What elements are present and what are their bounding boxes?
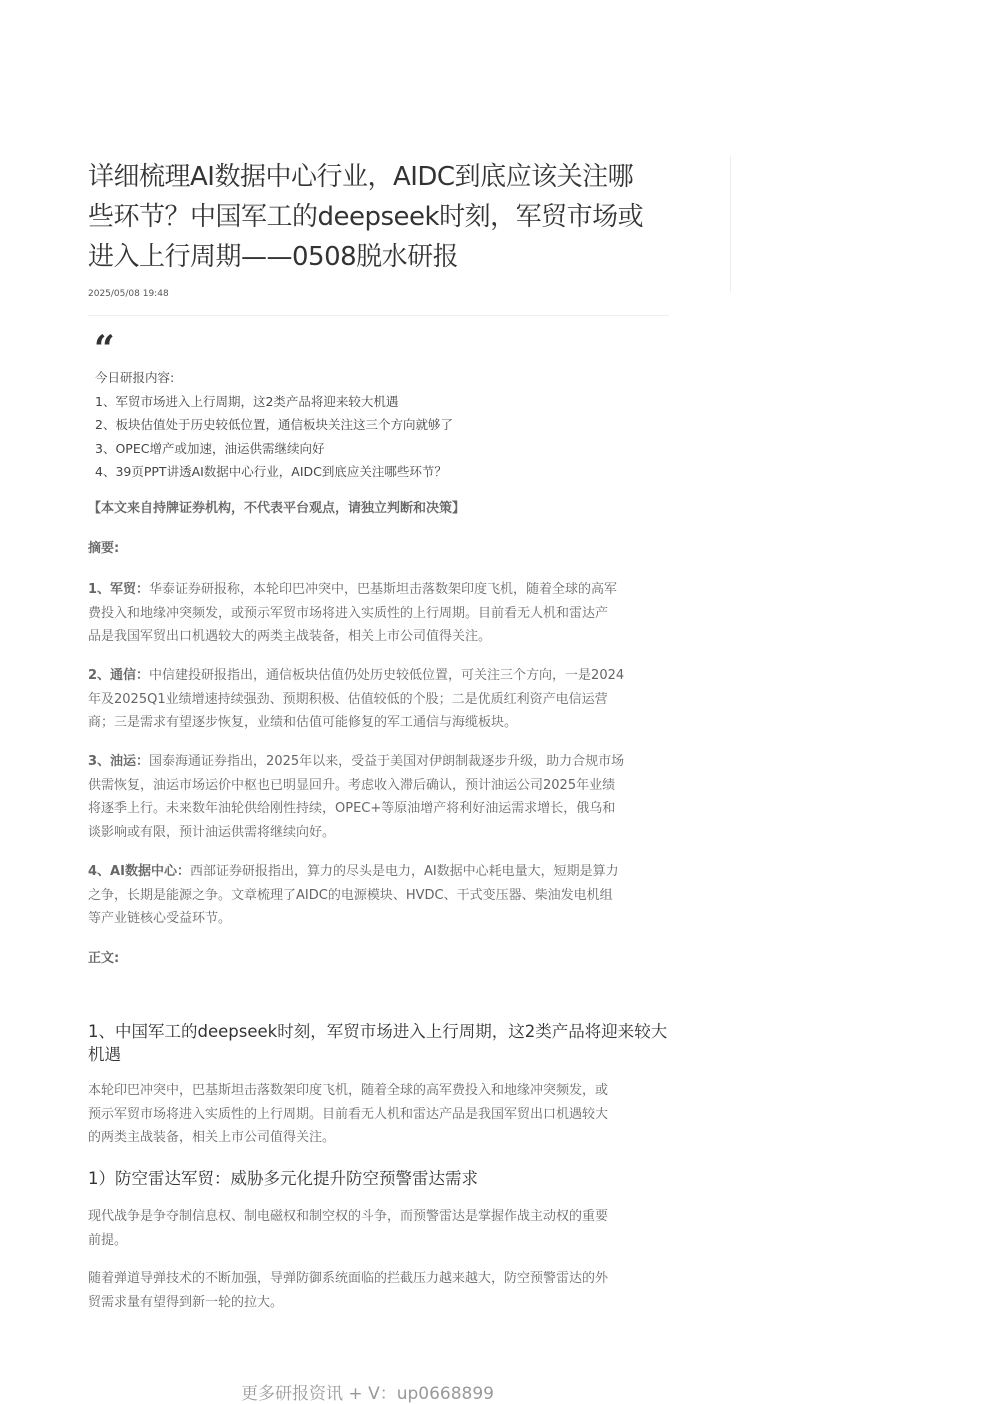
- intro-item: 3、OPEC增产或加速，油运供需继续向好: [95, 440, 325, 456]
- paragraph-line: 贸需求量有望得到新一轮的拉大。: [88, 1294, 284, 1310]
- sub-heading: 1）防空雷达军贸：威胁多元化提升防空预警雷达需求: [88, 1169, 478, 1188]
- summary-line: 中信建投研报指出，通信板块估值仍处历史较低位置，可关注三个方向，一是2024: [149, 668, 625, 683]
- summary-line: 费投入和地缘冲突频发，或预示军贸市场将进入实质性的上行周期。目前看无人机和雷达产: [88, 605, 609, 621]
- summary-item-military-trade: [88, 578, 669, 649]
- intro-item: 4、39页PPT讲透AI数据中心行业，AIDC到底应关注哪些环节？: [95, 464, 447, 479]
- title-line: 进入上行周期——0508脱水研报: [88, 242, 459, 272]
- summary-line: 之争，长期是能源之争。文章梳理了AIDC的电源模块、HVDC、干式变压器、柴油发电机组: [88, 887, 613, 903]
- summary-lead: 4、AI数据中心：: [88, 864, 190, 879]
- intro-item: 1、军贸市场进入上行周期，这2类产品将迎来较大机遇: [95, 393, 399, 409]
- section-paragraph: [88, 1267, 669, 1314]
- intro-list: [95, 366, 453, 484]
- paragraph-line: 前提。: [88, 1232, 128, 1248]
- summary-line: 华泰证券研报称，本轮印巴冲突中，巴基斯坦击落数架印度飞机，随着全球的高军: [149, 582, 618, 597]
- summary-line: 商；三是需求有望逐步恢复，业绩和估值可能修复的军工通信与海缆板块。: [88, 715, 518, 730]
- paragraph-line: 现代战争是争夺制信息权、制电磁权和制空权的斗争，而预警雷达是掌握作战主动权的重要: [88, 1209, 609, 1224]
- paragraph-line: 随着弹道导弹技术的不断加强，导弹防御系统面临的拦截压力越来越大，防空预警雷达的外: [88, 1271, 609, 1286]
- section-heading: [88, 1020, 673, 1066]
- sidebar-divider: [730, 156, 731, 293]
- article-header: [88, 157, 669, 316]
- summary-line: 将逐季上行。未来数年油轮供给刚性持续，OPEC+等原油增产将利好油运需求增长，俄乌和: [88, 801, 616, 816]
- summary-line: 谈影响或有限，预计油运供需将继续向好。: [88, 824, 336, 840]
- paragraph-line: 的两类主战装备，相关上市公司值得关注。: [88, 1130, 336, 1145]
- summary-line: 年及2025Q1业绩增速持续强劲、预期积极、估值较低的个股；二是优质红利资产电信运营: [88, 691, 608, 707]
- quote-icon: “: [94, 328, 115, 370]
- summary-item-oil-shipping: [88, 750, 669, 844]
- title-line: 详细梳理AI数据中心行业，AIDC到底应该关注哪: [88, 162, 634, 192]
- section-paragraph: [88, 1079, 669, 1150]
- footer-watermark: 更多研报资讯 + V：up0668899: [241, 1384, 494, 1404]
- summary-line: 西部证券研报指出，算力的尽头是电力，AI数据中心耗电量大，短期是算力: [189, 864, 619, 879]
- section-paragraph: [88, 1205, 669, 1252]
- summary-line: 国泰海通证券指出，2025年以来，受益于美国对伊朗制裁逐步升级，助力合规市场: [149, 754, 625, 769]
- summary-line: 品是我国军贸出口机遇较大的两类主战装备，相关上市公司值得关注。: [88, 629, 492, 644]
- intro-heading: 今日研报内容:: [95, 370, 175, 385]
- title-line: 些环节？中国军工的deepseek时刻，军贸市场或: [88, 202, 644, 232]
- publish-date: 2025/05/08 19:48: [88, 289, 169, 299]
- summary-line: 等产业链核心受益环节。: [88, 911, 232, 926]
- summary-lead: 2、通信：: [88, 668, 150, 683]
- disclaimer: 【本文来自持牌证券机构，不代表平台观点，请独立判断和决策】: [88, 501, 466, 516]
- summary-item-ai-datacenter: [88, 860, 669, 931]
- header-divider: [88, 315, 669, 316]
- paragraph-line: 预示军贸市场将进入实质性的上行周期。目前看无人机和雷达产品是我国军贸出口机遇较大: [88, 1106, 609, 1122]
- section-heading-line: 机遇: [88, 1045, 121, 1064]
- section-heading-line: 1、中国军工的deepseek时刻，军贸市场进入上行周期，这2类产品将迎来较大: [88, 1022, 668, 1041]
- intro-item: 2、板块估值处于历史较低位置，通信板块关注这三个方向就够了: [95, 417, 453, 432]
- summary-label: 摘要:: [88, 541, 120, 556]
- page-title: [88, 157, 669, 277]
- summary-line: 供需恢复，油运市场运价中枢也已明显回升。考虑收入滞后确认，预计油运公司2025年业绩: [88, 777, 616, 793]
- summary-item-telecom: [88, 664, 669, 735]
- paragraph-line: 本轮印巴冲突中，巴基斯坦击落数架印度飞机，随着全球的高军费投入和地缘冲突频发，或: [88, 1083, 609, 1098]
- summary-lead: 3、油运：: [88, 754, 150, 769]
- body-label: 正文:: [88, 951, 120, 966]
- summary-lead: 1、军贸：: [88, 582, 150, 597]
